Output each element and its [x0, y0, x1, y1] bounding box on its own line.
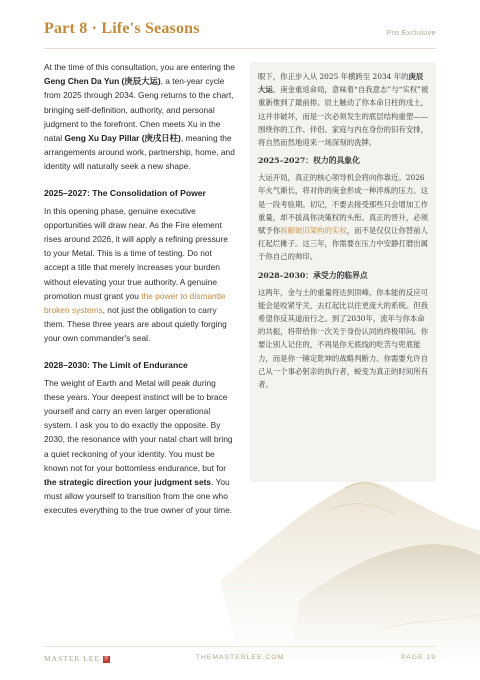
pro-exclusive-badge: Pro Exclusive — [386, 28, 436, 37]
footer-brand: MASTER LEE 李 — [44, 654, 110, 663]
section-paragraph-2025: In this opening phase, genuine executive opportunities will draw near. As the Fire element rises around 2026, it will apply a refining pressure to your Metal. This is a time of testing. Do not accept a title that merely increases your burden without elevating your true authority. A genuine promotion must grant you the power to dismantle broken systems, not just the obligation to carry them. These three years are about quietly forging your own commander's seal. — [44, 205, 228, 344]
mountain-illustration — [180, 430, 480, 660]
cn-section-paragraph-2025: 大运开局，真正的核心领导机会将向你靠近。2026年火气渐长，将对你的庚金形成一种淬炼的压力。这是一段考验期。切记，不要去接受那些只会增加工作重量，却不拔高你决策权的头衔。真正的晋升，必须赋予你拆解破旧架构的实权，而不是仅仅让你替前人扛起烂摊子。这三年，你需要在压力中安静打磨出属于你自己的帅印。 — [258, 173, 429, 262]
footer-divider — [44, 646, 436, 647]
cn-section-heading-2028: 2028–2030：承受力的临界点 — [258, 270, 368, 280]
intro-paragraph: At the time of this consultation, you are entering the Geng Chen Da Yun (庚辰大运), a ten-year cycle from 2025 through 2034. Geng returns to the chart, bringing self-definition, authority, and personal judgment to the forefront. Chen meets Xu in the natal Geng Xu Day Pillar (庚戌日柱), meaning the arrangements around work, partnership, home, and identity will naturally seek a new shape. — [44, 62, 235, 172]
cn-intro-paragraph: 眼下，你正步入从 2025 年横跨至 2034 年的庚辰大运。庚金重返命局，意味着“自我意志”与“实权”被重新推到了最前排。辰土触动了你本命日柱的戌土，这并非破坏，而是一次必须发生的底层结构重塑——围绕你的工作、伴侣、家庭与内在身份的旧有安排，将自然而然地迎来一场深刻的洗牌。 — [258, 72, 429, 148]
footer-website-link[interactable]: THEMASTERLEE.COM — [195, 654, 285, 661]
section-heading-2028: 2028–2030: The Limit of Endurance — [44, 359, 188, 370]
seal-icon: 李 — [103, 656, 110, 662]
section-paragraph-2028: The weight of Earth and Metal will peak during these years. Your deepest instinct will be to brace yourself and carry an even larger operational system. I ask you to do exactly the opposite. By 2030, the resonance with your natal chart will bring a quiet reckoning of your identity. You must be known not for your bottomless endurance, but for the strategic direction your judgment sets. You must allow yourself to transition from the one who executes everything to the true owner of your time. — [44, 377, 233, 516]
page-header — [0, 0, 480, 50]
section-heading-2025: 2025–2027: The Consolidation of Power — [44, 187, 206, 198]
header-divider — [44, 48, 436, 49]
chinese-panel — [250, 62, 436, 482]
cn-section-paragraph-2028: 这两年，金与土的重量将达到顶峰。你本能的反应可能会是咬紧牙关，去扛起比以往更庞大的系统。但我希望你反其道而行之。到了2030年，流年与你本命的共振，将带给你一次关于身份认同的终极叩问。你要让别人记住的，不再是你无底线的吃苦与兜底能力，而是你一锤定乾坤的战略判断力。你需要允许自己从一个事必躬亲的执行者，蜕变为真正的时间所有者。 — [258, 287, 428, 390]
cn-section-heading-2025: 2025–2027：权力的具象化 — [258, 156, 360, 166]
page-title: Part 8 · Life's Seasons — [44, 20, 200, 37]
page-number: PAGE 19 — [401, 654, 436, 661]
